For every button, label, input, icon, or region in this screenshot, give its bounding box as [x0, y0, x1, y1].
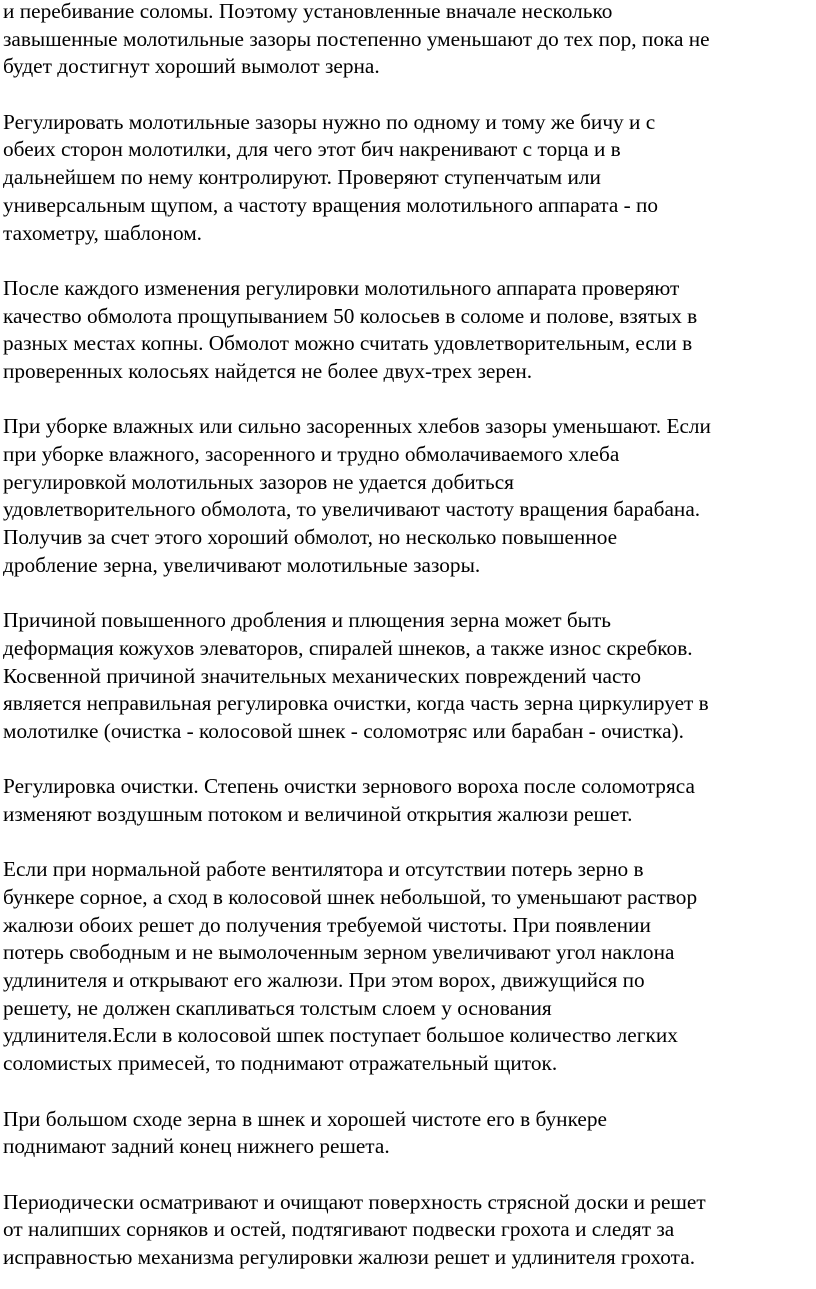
- text-line: Получив за счет этого хороший обмолот, но несколько повышенное: [3, 525, 618, 550]
- text-line: Регулировать молотильные зазоры нужно по одному и тому же бичу и с: [3, 109, 656, 134]
- paragraph: [3, 0, 816, 81]
- text-line: жалюзи обоих решет до получения требуемой чистоты. При появлении: [3, 912, 651, 937]
- text-line: Периодически осматривают и очищают поверхность стрясной доски и решет: [3, 1189, 706, 1214]
- paragraph: [3, 1106, 816, 1161]
- text-line: при уборке влажного, засоренного и трудно обмолачиваемого хлеба: [3, 442, 620, 466]
- text-line: бункере сорное, а сход в колосовой шнек небольшой, то уменьшают раствор: [3, 885, 698, 909]
- text-line: удлинителя и открывают его жалюзи. При этом ворох, движущийся по: [3, 968, 645, 993]
- text-line: является неправильная регулировка очистки, когда часть зерна циркулирует в: [3, 691, 709, 716]
- text-line: После каждого изменения регулировки молотильного аппарата проверяют: [3, 275, 680, 300]
- text-line: регулировкой молотильных зазоров не удается добиться: [3, 469, 514, 494]
- text-line: решету, не должен скапливаться толстым слоем у основания: [3, 995, 552, 1020]
- text-line: молотилке (очистка - колосовой шнек - соломотряс или барабан - очистка).: [3, 718, 684, 743]
- text-line: Косвенной причиной значительных механических повреждений часто: [3, 663, 642, 688]
- text-line: завышенные молотильные зазоры постепенно уменьшают до тех пор, пока не: [3, 26, 710, 51]
- text-line: проверенных колосьях найдется не более двух-трех зерен.: [3, 358, 533, 383]
- paragraph: [3, 275, 816, 386]
- text-line: Причиной повышенного дробления и плющения зерна может быть: [3, 608, 612, 633]
- text-line: Регулировка очистки. Степень очистки зернового вороха после соломотряса: [3, 774, 695, 799]
- paragraph: [3, 1189, 816, 1272]
- text-line: изменяют воздушным потоком и величиной открытия жалюзи решет.: [3, 801, 633, 826]
- text-line: удлинителя.Если в колосовой шпек поступает большое количество легких: [3, 1023, 678, 1048]
- paragraph: [3, 109, 816, 247]
- text-line: Если при нормальной работе вентилятора и отсутствии потерь зерно в: [3, 857, 644, 882]
- paragraph: [3, 607, 816, 745]
- paragraph: [3, 773, 816, 828]
- text-line: будет достигнут хороший вымолот зерна.: [3, 54, 380, 79]
- text-line: дробление зерна, увеличивают молотильные зазоры.: [3, 552, 481, 577]
- text-line: При большом сходе зерна в шнек и хорошей чистоте его в бункере: [3, 1106, 607, 1131]
- text-line: обеих сторон молотилки, для чего этот бич накренивают с торца и в: [3, 137, 621, 162]
- text-line: поднимают задний конец нижнего решета.: [3, 1134, 390, 1159]
- paragraph: [3, 856, 816, 1078]
- text-line: тахометру, шаблоном.: [3, 220, 203, 245]
- text-line: удовлетворительного обмолота, то увеличивают частоту вращения барабана.: [3, 497, 701, 522]
- text-line: исправностью механизма регулировки жалюзи решет и удлинителя грохота.: [3, 1244, 696, 1269]
- text-line: потерь свободным и не вымолоченным зерном увеличивают угол наклона: [3, 940, 675, 965]
- text-line: и перебивание соломы. Поэтому установленные вначале несколько: [3, 0, 613, 23]
- text-line: качество обмолота прощупыванием 50 колосьев в соломе и полове, взятых в: [3, 303, 698, 328]
- text-line: универсальным щупом, а частоту вращения молотильного аппарата - по: [3, 192, 659, 217]
- text-line: разных местах копны. Обмолот можно считать удовлетворительным, если в: [3, 331, 693, 356]
- text-line: дальнейшем по нему контролируют. Проверяют ступенчатым или: [3, 165, 601, 190]
- paragraph: [3, 413, 816, 579]
- text-line: деформация кожухов элеваторов, спиралей шнеков, а также износ скребков.: [3, 635, 693, 660]
- text-line: соломистых примесей, то поднимают отражательный щиток.: [3, 1051, 558, 1076]
- text-line: от налипших сорняков и остей, подтягивают подвески грохота и следят за: [3, 1217, 675, 1242]
- text-line: При уборке влажных или сильно засоренных хлебов зазоры уменьшают. Если: [3, 414, 711, 439]
